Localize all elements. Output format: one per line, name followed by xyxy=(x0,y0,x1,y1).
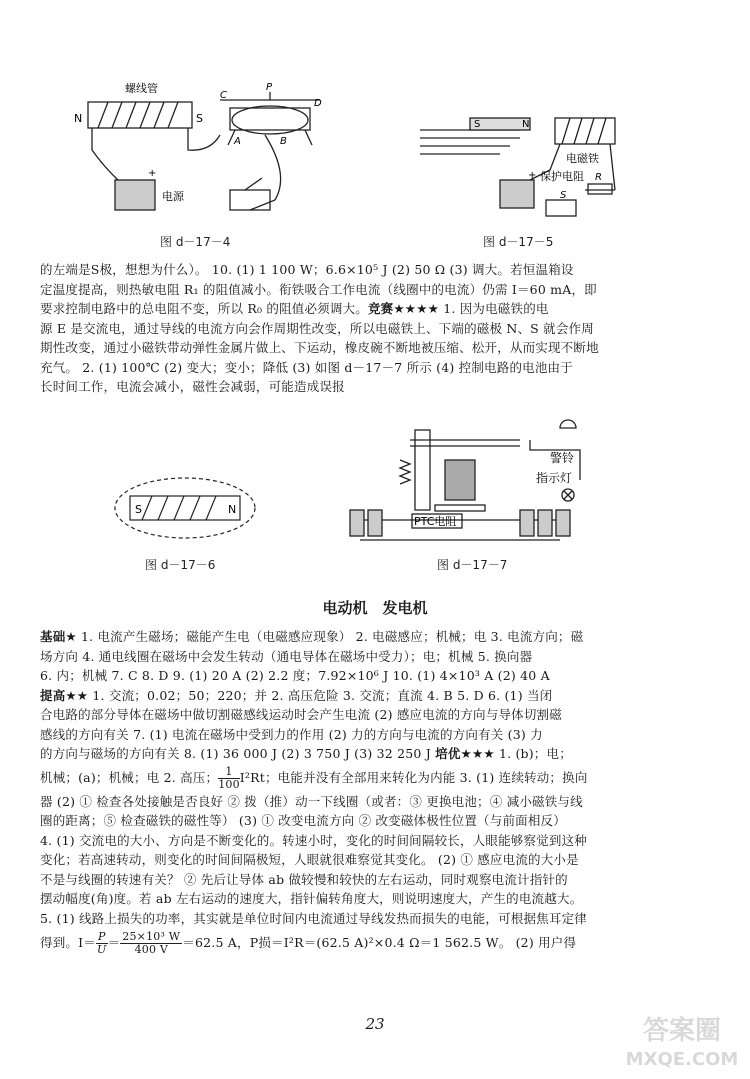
fraction-1-100: $\frac{1}{100}$ xyxy=(218,764,240,791)
text-line: 的方向与磁场的方向有关 8. (1) 36 000 J (2) 3 750 J (3) 32 250 J 培优★★★ 1. (b)；电； xyxy=(40,746,572,761)
figure-d17-4 xyxy=(70,80,320,230)
n-pole-label: N xyxy=(74,112,83,125)
improve-label: 提高★★ xyxy=(40,687,89,703)
fraction-values: $\frac{\text{25×10³ W}}{400 V}$ xyxy=(122,930,181,956)
text-line: 4. (1) 交流电的大小、方向是不断变化的。转速小时，变化的时间间隔较长，人眼能够察觉到这种 xyxy=(40,832,587,848)
switch-s-label: S xyxy=(560,190,567,201)
lamp-label: 指示灯 xyxy=(536,471,573,485)
text-line: 的左端是S极，想想为什么）。 10. (1) 1 100 W；6.6×10⁵ J (2) 50 Ω (3) 调大。若恒温箱设 xyxy=(40,262,574,277)
text-line: 感线的方向有关 7. (1) 电流在磁场中受到力的作用 (2) 力的方向与电流的方向有关 (3) 力 xyxy=(40,726,543,742)
s-pole-label: S xyxy=(196,112,203,125)
text-line: 圈的距离；⑤ 检查磁铁的磁性等） (3) ① 改变电流方向 ② 改变磁体极性位置（与前面相反） xyxy=(40,813,566,828)
text-line: 变化；若高速转动，则变化的时间间隔极短，人眼就很难察觉其变化。 (2) ① 感应电流的大小是 xyxy=(40,852,579,867)
text-line: 合电路的部分导体在磁场中做切割磁感线运动时会产生电流 (2) 感应电流的方向与导体切割磁 xyxy=(40,707,562,722)
plus-label: + xyxy=(148,168,157,179)
answer-block-1 xyxy=(40,260,715,397)
b-label: B xyxy=(280,136,287,147)
s6-label: S xyxy=(135,503,142,516)
power-label: 电源 xyxy=(162,190,184,203)
text-line: 充气。 2. (1) 100℃ (2) 变大；变小；降低 (3) 如图 d－17－7 所示 (4) 控制电路的电池由于 xyxy=(40,359,573,375)
text-line: 场方向 4. 通电线圈在磁场中会发生转动（通电导体在磁场中受力）；电；机械 5. 换向器 xyxy=(40,648,533,664)
basic-label: 基础★ xyxy=(40,629,77,644)
section-title: 电动机 发电机 xyxy=(322,599,428,617)
text-line: 不是与线圈的转速有关？ ② 先后让导体 ab 做较慢和较快的左右运动，同时观察电流计指针的 xyxy=(40,871,568,887)
text-line: 摆动幅度(角)度。若 ab 左右运动的速度大，指针偏转角度大，则说明速度大，产生的电流越大。 xyxy=(40,891,583,906)
text-line: 得到。I＝ $\frac{P}{U}$ ＝ $\frac{\text{25×10³ W}}{400 V}$ ＝62.5 A，P损＝I²R＝(62.5 A)²×0.4 Ω＝1 562.5 W。 (2) 用户得 xyxy=(40,930,577,956)
text-line: 要求控制电路中的总电阻不变，所以 R₀ 的阻值必须调大。竞赛★★★★ 1. 因为电磁铁的电 xyxy=(40,301,549,316)
figure-d17-6 xyxy=(110,470,260,550)
figure-d17-5 xyxy=(410,110,630,230)
s-magnet-label: S xyxy=(474,119,481,130)
caption-d17-4: 图 d－17－4 xyxy=(160,235,231,249)
fraction-p-u: $\frac{P}{U}$ xyxy=(97,930,107,956)
bell-label: 警铃 xyxy=(550,451,575,465)
electromagnet-label: 电磁铁 xyxy=(566,152,599,165)
plus5-label: + xyxy=(528,170,537,181)
watermark-bottom: MXQE.COM xyxy=(625,1049,739,1070)
text-line: 器 (2) ① 检查各处接触是否良好 ② 拨（推）动一下线圈（或者：③ 更换电池；④ 减小磁铁与线 xyxy=(40,793,583,809)
watermark-top: 答案圈 xyxy=(642,1016,722,1046)
p-label: P xyxy=(266,82,273,93)
text-line: 提高★★ 1. 交流；0.02；50；220；并 2. 高压危险 3. 交流；直流 4. B 5. D 6. (1) 当闭 xyxy=(40,687,553,703)
answer-block-2 xyxy=(40,627,715,958)
a-label: A xyxy=(234,136,241,147)
caption-d17-7: 图 d－17－7 xyxy=(437,558,508,572)
protect-resistor-label: 保护电阻 xyxy=(540,170,584,183)
text-line: 源 E 是交流电，通过导线的电流方向会作周期性改变，所以电磁铁上、下端的磁极 N、S 就会作周 xyxy=(40,320,594,336)
text-line: 机械；(a)；机械；电 2. 高压； $\frac{1}{100}$ I²Rt；电能并没有全部用来转化为内能 3. (1) 连续转动；换向 xyxy=(40,764,588,791)
text-line: 5. (1) 线路上损失的功率，其实就是单位时间内电流通过导线发热而损失的电能，可根据焦耳定律 xyxy=(40,910,587,926)
caption-d17-5: 图 d－17－5 xyxy=(483,235,554,249)
ptc-label: PTC电阻 xyxy=(414,515,457,528)
n6-label: N xyxy=(228,503,237,516)
figure-d17-7 xyxy=(340,420,600,560)
caption-d17-6: 图 d－17－6 xyxy=(145,558,216,572)
text-line: 定温度提高，则热敏电阻 R₁ 的阻值减小。衔铁吸合工作电流（线圈中的电流）仍需 I＝60 mA，即 xyxy=(40,281,597,297)
text-line: 期性改变，通过小磁铁带动弹性金属片做上、下运动，橡皮碗不断地被压缩、松开，从而实现不断地 xyxy=(40,340,599,355)
cultivate-label: 培优★★★ xyxy=(435,746,495,761)
r-label: R xyxy=(595,172,602,183)
d-label: D xyxy=(314,98,322,109)
page-number: 23 xyxy=(365,1015,385,1033)
text-line: 6. 内；机械 7. C 8. D 9. (1) 20 A (2) 2.2 度；7.92×10⁶ J 10. (1) 4×10³ A (2) 40 A xyxy=(40,668,550,683)
competition-label: 竞赛★★★★ xyxy=(367,301,440,316)
c-label: C xyxy=(220,90,227,101)
text-line: 基础★ 1. 电流产生磁场；磁能产生电（电磁感应现象） 2. 电磁感应；机械；电 3. 电流方向；磁 xyxy=(40,629,584,644)
text-line: 长时间工作，电流会减小，磁性会减弱，可能造成误报 xyxy=(40,379,345,394)
n-magnet-label: N xyxy=(522,119,530,130)
watermark-logo xyxy=(622,1009,742,1071)
coil-label: 螺线管 xyxy=(125,82,158,95)
